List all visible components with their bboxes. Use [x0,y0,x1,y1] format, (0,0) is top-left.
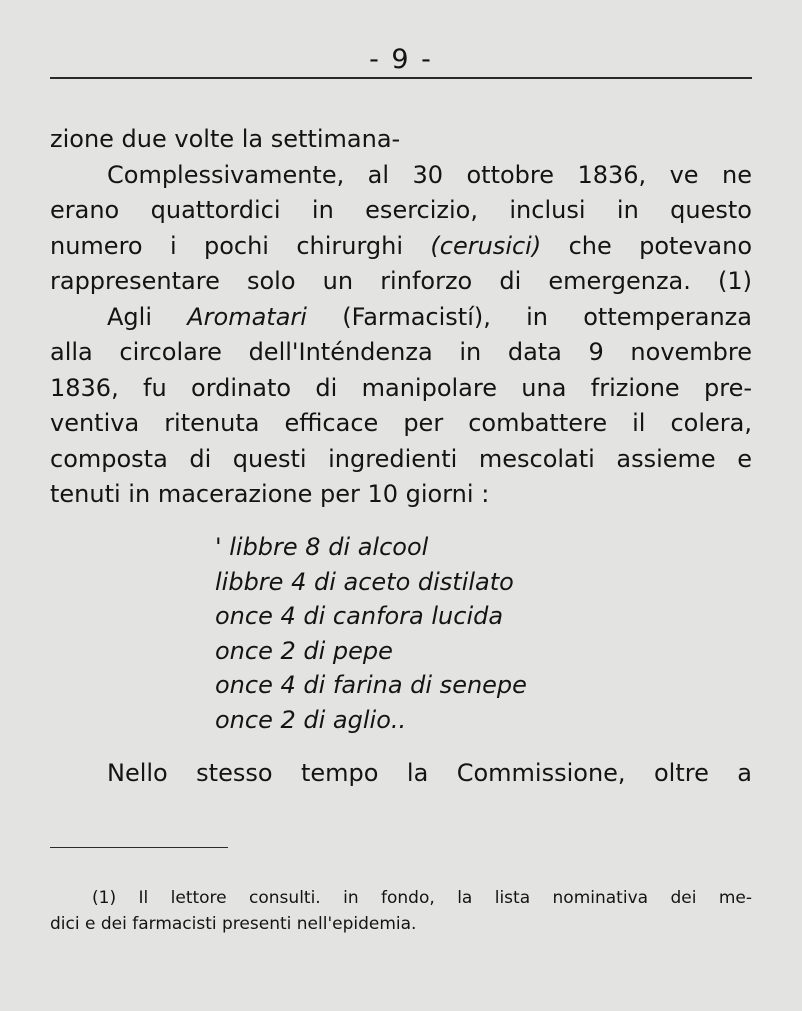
body-line-with-italic [50,229,752,265]
body-line: tenuti in macerazione per 10 giorni : [50,480,490,508]
body-line-with-italic [50,300,752,336]
text-segment: (Farmacistí), in ottemperanza [306,302,752,331]
italic-term-cerusici: (cerusici) [430,231,542,260]
body-line: zione due volte la settimana- [50,125,401,153]
recipe-list [215,530,527,738]
recipe-item: once 2 di pepe [215,636,393,665]
closing-line: Nello stesso tempo la Commissione, oltre a [107,759,752,787]
body-line: 1836, fu ordinato di manipolare una frizione pre- [50,373,752,402]
body-line: rappresentare solo un rinforzo di emergenza. (1) [50,267,752,295]
body-line: Complessivamente, al 30 ottobre 1836, ve ne [107,160,752,189]
recipe-item: ' libbre 8 di alcool [215,533,429,561]
footnote-line: dici e dei farmacisti presenti nell'epidemia. [50,914,417,934]
text-segment: Agli [107,302,188,331]
text-segment: numero i pochi chirurghi [50,231,431,260]
body-line: alla circolare dell'Inténdenza in data 9 novembre [50,338,752,366]
body-line: composta di questi ingredienti mescolati assieme e [50,444,752,473]
recipe-item: libbre 4 di aceto distilato [215,567,514,596]
closing-paragraph [50,756,752,792]
body-line: ventiva ritenuta efficace per combattere il colera, [50,409,752,437]
italic-term-aromatari: Aromatari [187,302,307,331]
header-rule [50,77,752,79]
footnote [50,885,752,937]
body-text [50,122,752,513]
recipe-item: once 4 di farina di senepe [215,671,527,700]
recipe-item: once 2 di aglio.. [215,705,407,734]
footnote-rule [50,847,228,848]
footnote-line: (1) Il lettore consulti. in fondo, la lista nominativa dei me- [92,888,752,908]
text-segment: che potevano [541,231,753,260]
body-line: erano quattordici in esercizio, inclusi in questo [50,196,752,224]
page-number: - 9 - [369,44,433,75]
recipe-item: once 4 di canfora lucida [215,602,504,631]
